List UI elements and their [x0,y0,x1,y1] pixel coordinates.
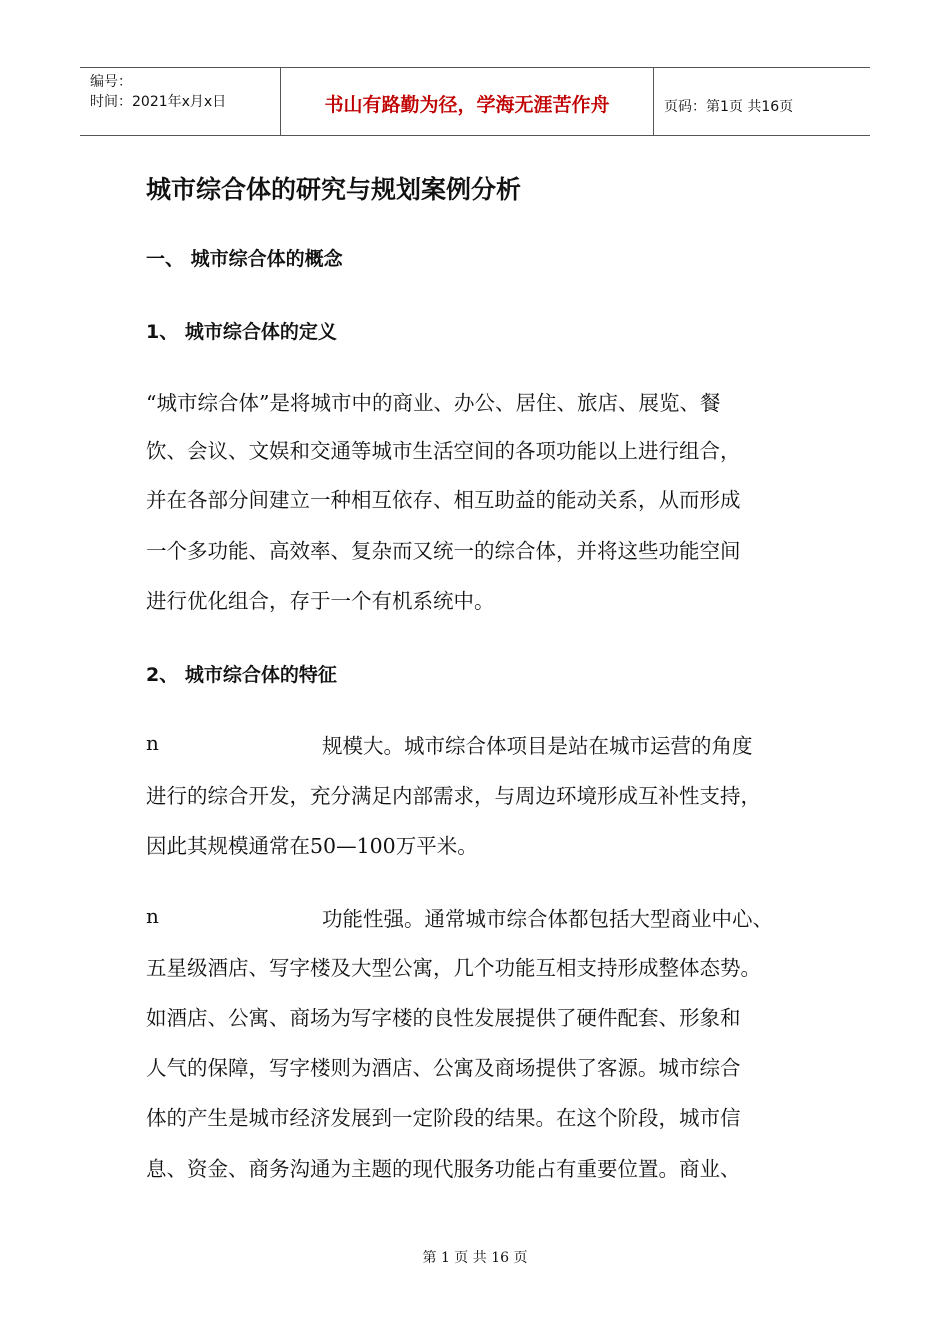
header-meta [80,68,281,135]
bullet-marker: n [146,731,159,755]
paragraph-line: 并在各部分间建立一种相互依存、相互助益的能动关系，从而形成 [146,488,741,512]
code-label: 编号： [90,74,132,90]
paragraph-line: 功能性强。通常城市综合体都包括大型商业中心、 [322,907,773,931]
section-heading-concept: 一、 城市综合体的概念 [146,248,343,270]
paragraph-line: 一个多功能、高效率、复杂而又统一的综合体，并将这些功能空间 [146,539,741,563]
paragraph-line: 进行的综合开发，充分满足内部需求，与周边环境形成互补性支持， [146,784,761,808]
bullet-marker: n [146,904,159,928]
paragraph-line: 息、资金、商务沟通为主题的现代服务功能占有重要位置。商业、 [146,1157,741,1181]
paragraph-line: 人气的保障，写字楼则为酒店、公寓及商场提供了客源。城市综合 [146,1056,741,1080]
page-footer: 第 1 页 共 16 页 [422,1250,528,1266]
header-page-number: 页码：第1页 共16页 [664,98,794,115]
paragraph-line: 饮、会议、文娱和交通等城市生活空间的各项功能以上进行组合， [146,439,741,463]
paragraph-line: 如酒店、公寓、商场为写字楼的良性发展提供了硬件配套、形象和 [146,1006,741,1030]
paragraph-line: “城市综合体”是将城市中的商业、办公、居住、旅店、展览、餐 [146,391,721,415]
subheading-features: 2、 城市综合体的特征 [146,664,337,686]
paragraph-line: 规模大。城市综合体项目是站在城市运营的角度 [322,734,753,758]
date-label: 时间：2021年x月x日 [90,94,227,110]
paragraph-line: 体的产生是城市经济发展到一定阶段的结果。在这个阶段，城市信 [146,1106,741,1130]
subheading-definition: 1、 城市综合体的定义 [146,321,337,343]
paragraph-line: 因此其规模通常在50—100万平米。 [146,834,478,858]
page-header [80,67,870,136]
paragraph-line: 进行优化组合，存于一个有机系统中。 [146,589,495,613]
paragraph-line: 五星级酒店、写字楼及大型公寓，几个功能互相支持形成整体态势。 [146,956,761,980]
header-motto: 书山有路勤为径，学海无涯苦作舟 [281,68,654,135]
document-title: 城市综合体的研究与规划案例分析 [146,175,522,204]
